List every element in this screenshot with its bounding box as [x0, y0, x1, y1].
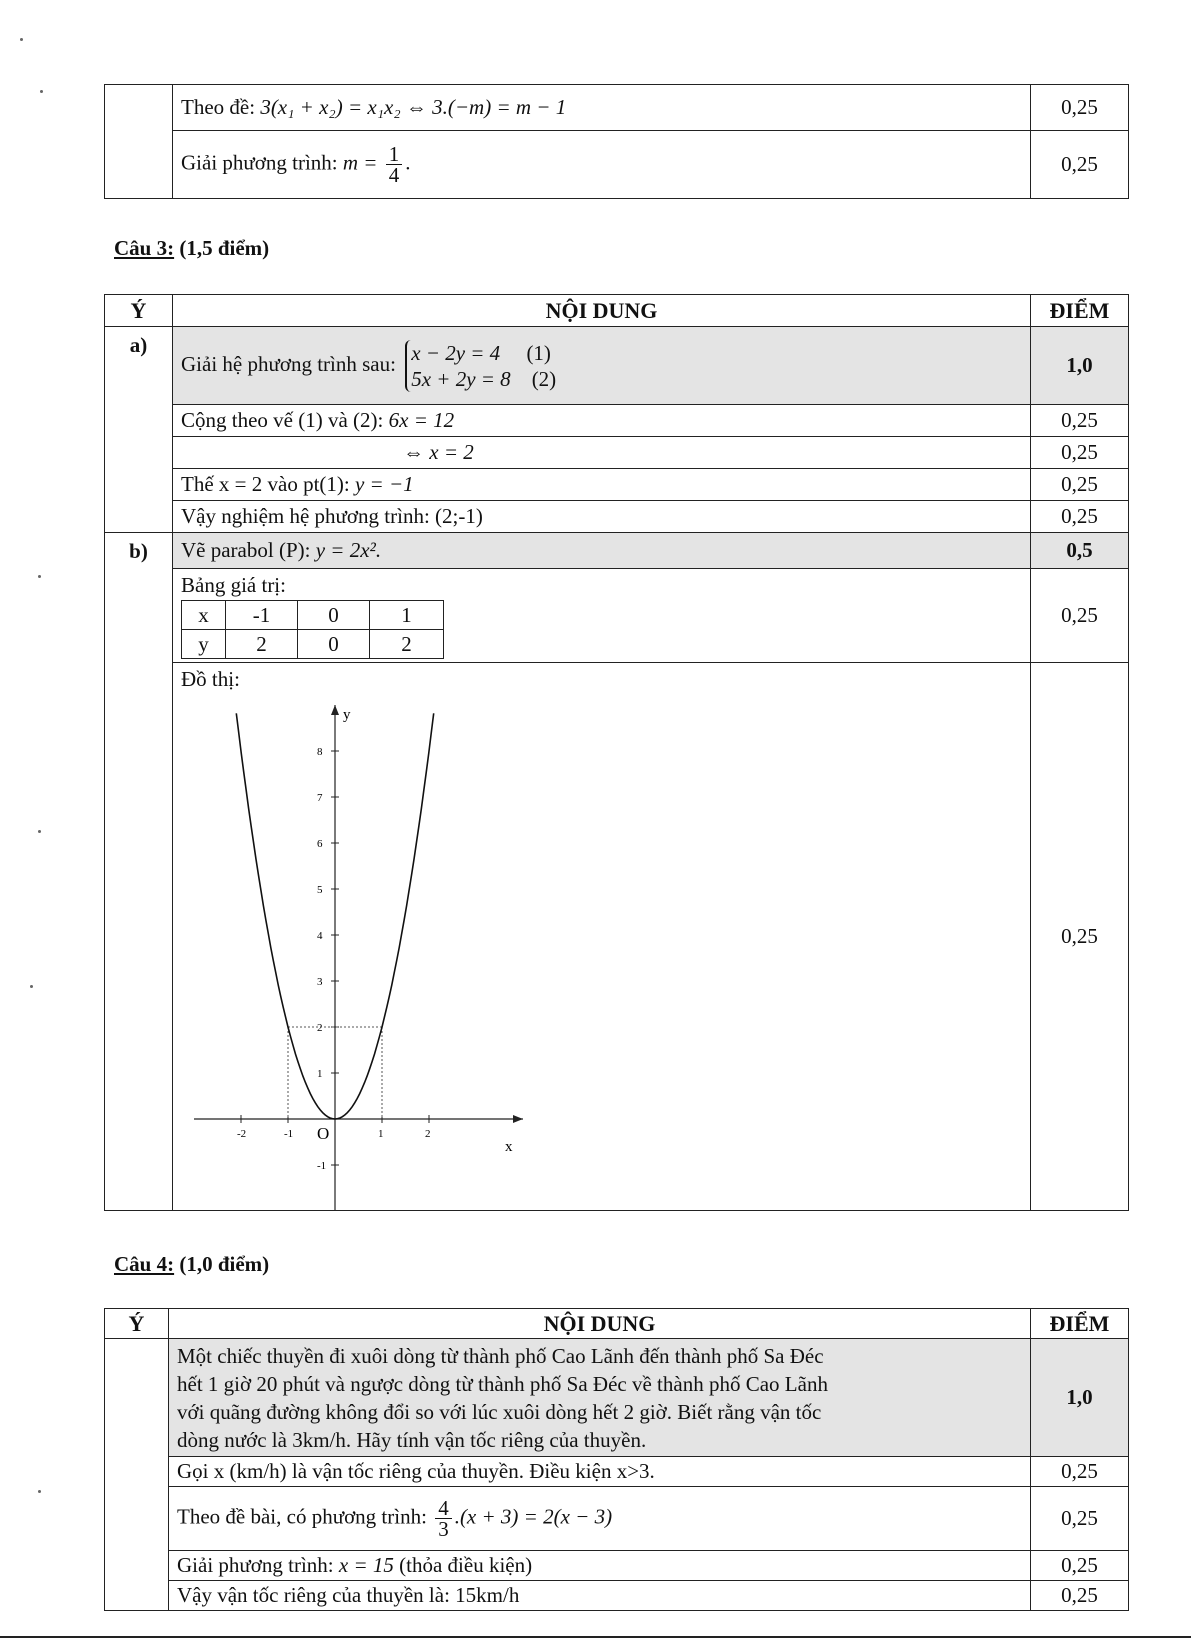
x-tick-label: -2 — [237, 1128, 247, 1140]
q4-step-score: 0,25 — [1031, 1581, 1129, 1611]
q4-step-text: Theo đề bài, có phương trình: — [177, 1504, 427, 1529]
q4-step — [169, 1487, 1031, 1551]
q3-step-text: Thế x = 2 vào pt(1): — [181, 472, 350, 496]
q3-part-a-prompt-cell — [173, 327, 1031, 405]
q3-step-math: y = −1 — [354, 472, 414, 496]
q4-problem-score: 1,0 — [1031, 1339, 1129, 1457]
q4-step — [169, 1551, 1031, 1581]
equation-system — [405, 340, 556, 392]
origin-label: O — [317, 1124, 330, 1143]
value-table — [181, 600, 444, 659]
graph-title: Đồ thị: — [181, 667, 240, 691]
q4-problem-line: Một chiếc thuyền đi xuôi dòng từ thành phố Cao Lãnh đến thành phố Sa Đéc — [177, 1343, 824, 1368]
q2-y-cell — [105, 85, 173, 199]
equation-1-tag: (1) — [526, 340, 551, 365]
y-tick-label: 2 — [317, 1022, 323, 1034]
q4-table — [104, 1308, 1129, 1611]
q4-header-content: NỘI DUNG — [169, 1309, 1031, 1339]
q3-part-b-label: b) — [105, 533, 173, 1211]
q3-part-a-label: a) — [105, 327, 173, 533]
q4-header-y: Ý — [105, 1309, 169, 1339]
q3-part-b-score: 0,5 — [1031, 533, 1129, 569]
y-tick-label: 6 — [317, 838, 323, 850]
q4-step-score: 0,25 — [1031, 1457, 1129, 1487]
graph-cell — [173, 663, 1031, 1211]
q3-header-score: ĐIỂM — [1031, 295, 1129, 327]
scan-speck — [38, 830, 41, 833]
q4-step-text: Giải phương trình: — [177, 1553, 334, 1577]
q3-step — [173, 437, 1031, 469]
q3-part-b-prompt-cell — [173, 533, 1031, 569]
q3-part-a-prompt: Giải hệ phương trình sau: — [181, 351, 396, 376]
q3-header-content: NỘI DUNG — [173, 295, 1031, 327]
equation-2-tag: (2) — [531, 366, 557, 391]
fraction-denominator: 4 — [388, 163, 400, 187]
y-tick-label: -1 — [317, 1160, 327, 1172]
y-tick-label: 5 — [317, 884, 323, 896]
graph-score: 0,25 — [1031, 663, 1129, 1211]
fraction-numerator: 1 — [386, 144, 403, 165]
scan-speck — [20, 38, 23, 41]
q2-row-1-math: 3(x₁ + x₂) = x₁x₂ ⇔ 3.(−m) = m − 1 — [260, 95, 567, 119]
q2-row-2: Giải phương trình: m = $\frac{1}{4}$ . — [173, 131, 1031, 199]
y-axis-arrow — [331, 705, 339, 715]
q2-row-1-score: 0,25 — [1031, 85, 1129, 131]
q3-step — [173, 405, 1031, 437]
x-axis-arrow — [513, 1115, 523, 1123]
value-table-cell-value: -1 — [226, 601, 298, 630]
q2-row-2-math: m = — [342, 150, 378, 175]
q4-title — [114, 1252, 269, 1277]
q4-step-score: 0,25 — [1031, 1551, 1129, 1581]
value-table-cell-value: 1 — [370, 601, 444, 630]
q4-step-after: (thỏa điều kiện) — [399, 1553, 533, 1577]
value-table-title: Bảng giá trị: — [181, 573, 286, 597]
q3-step-math: 6x = 12 — [388, 408, 455, 432]
q2-row-2-label: Giải phương trình: — [181, 150, 338, 175]
y-axis-label: y — [343, 707, 351, 723]
y-tick-label: 4 — [317, 930, 323, 942]
scan-speck — [38, 575, 41, 578]
q3-step-score: 0,25 — [1031, 501, 1129, 533]
value-table-cell-value: 0 — [298, 601, 370, 630]
q3-table — [104, 294, 1129, 1211]
y-tick-label: 7 — [317, 792, 323, 804]
fraction-numerator: 4 — [435, 1498, 452, 1519]
y-tick-label: 1 — [317, 1068, 323, 1080]
equation-2: 5x + 2y = 8 — [411, 366, 511, 391]
q3-step-score: 0,25 — [1031, 469, 1129, 501]
q3-step-math: ⇔ x = 2 — [403, 440, 474, 464]
y-tick-label: 8 — [317, 746, 323, 758]
q4-problem-line: dòng nước là 3km/h. Hãy tính vận tốc riêng của thuyền. — [177, 1427, 647, 1452]
q3-part-a-score: 1,0 — [1031, 327, 1129, 405]
x-tick-label: 2 — [425, 1128, 431, 1140]
value-table-cell-value: 2 — [226, 630, 298, 659]
q3-step-score: 0,25 — [1031, 437, 1129, 469]
scan-speck — [40, 90, 43, 93]
q4-step: Vậy vận tốc riêng của thuyền là: 15km/h — [169, 1581, 1031, 1611]
q3-step-text: Cộng theo vế (1) và (2): — [181, 408, 384, 432]
q2-row-1-label: Theo đề: — [181, 95, 256, 119]
parabola-chart — [173, 699, 513, 1209]
scan-speck — [30, 985, 33, 988]
q3-step — [173, 469, 1031, 501]
value-table-y-label: y — [182, 630, 226, 659]
q3-title-label: Câu 3: — [114, 236, 175, 260]
x-axis-label: x — [505, 1139, 513, 1155]
q3-step-score: 0,25 — [1031, 405, 1129, 437]
q3-title — [114, 236, 269, 261]
x-tick-label: 1 — [378, 1128, 384, 1140]
q3-part-b-prompt: Vẽ parabol (P): — [181, 538, 311, 562]
fraction-denominator: 3 — [438, 1517, 449, 1541]
q2-row-1 — [173, 85, 1031, 131]
q2-tail-table — [104, 84, 1129, 199]
q4-title-label: Câu 4: — [114, 1252, 175, 1276]
q3-step-text: Vậy nghiệm hệ phương trình: (2;-1) — [181, 504, 483, 528]
q4-step-score: 0,25 — [1031, 1487, 1129, 1551]
q4-problem-cell — [169, 1339, 1031, 1457]
q3-step — [173, 501, 1031, 533]
value-table-score: 0,25 — [1031, 569, 1129, 663]
value-table-cell-value: 0 — [298, 630, 370, 659]
value-table-x-label: x — [182, 601, 226, 630]
page-bottom-rule — [0, 1636, 1191, 1638]
scan-speck — [38, 1490, 41, 1493]
value-table-cell-value: 2 — [370, 630, 444, 659]
y-tick-label: 3 — [317, 976, 323, 988]
q4-y-cell — [105, 1339, 169, 1611]
x-tick-label: -1 — [284, 1128, 294, 1140]
q4-problem-line: hết 1 giờ 20 phút và ngược dòng từ thành phố Sa Đéc về thành phố Cao Lãnh — [177, 1371, 828, 1396]
value-table-cell — [173, 569, 1031, 663]
q3-part-b-math: y = 2x². — [315, 538, 382, 562]
q4-step: Gọi x (km/h) là vận tốc riêng của thuyền. Điều kiện x>3. — [169, 1457, 1031, 1487]
q3-points: (1,5 điểm) — [179, 236, 270, 260]
q4-step-math: x = 15 — [338, 1553, 394, 1577]
q4-points: (1,0 điểm) — [179, 1252, 270, 1276]
q3-header-y: Ý — [105, 295, 173, 327]
q4-problem-line: với quãng đường không đổi so với lúc xuôi dòng hết 2 giờ. Biết rằng vận tốc — [177, 1399, 822, 1424]
equation-1: x − 2y = 4 — [411, 340, 501, 365]
q4-step-math: .(x + 3) = 2(x − 3) — [454, 1504, 613, 1529]
q4-header-score: ĐIỂM — [1031, 1309, 1129, 1339]
q2-row-2-score: 0,25 — [1031, 131, 1129, 199]
